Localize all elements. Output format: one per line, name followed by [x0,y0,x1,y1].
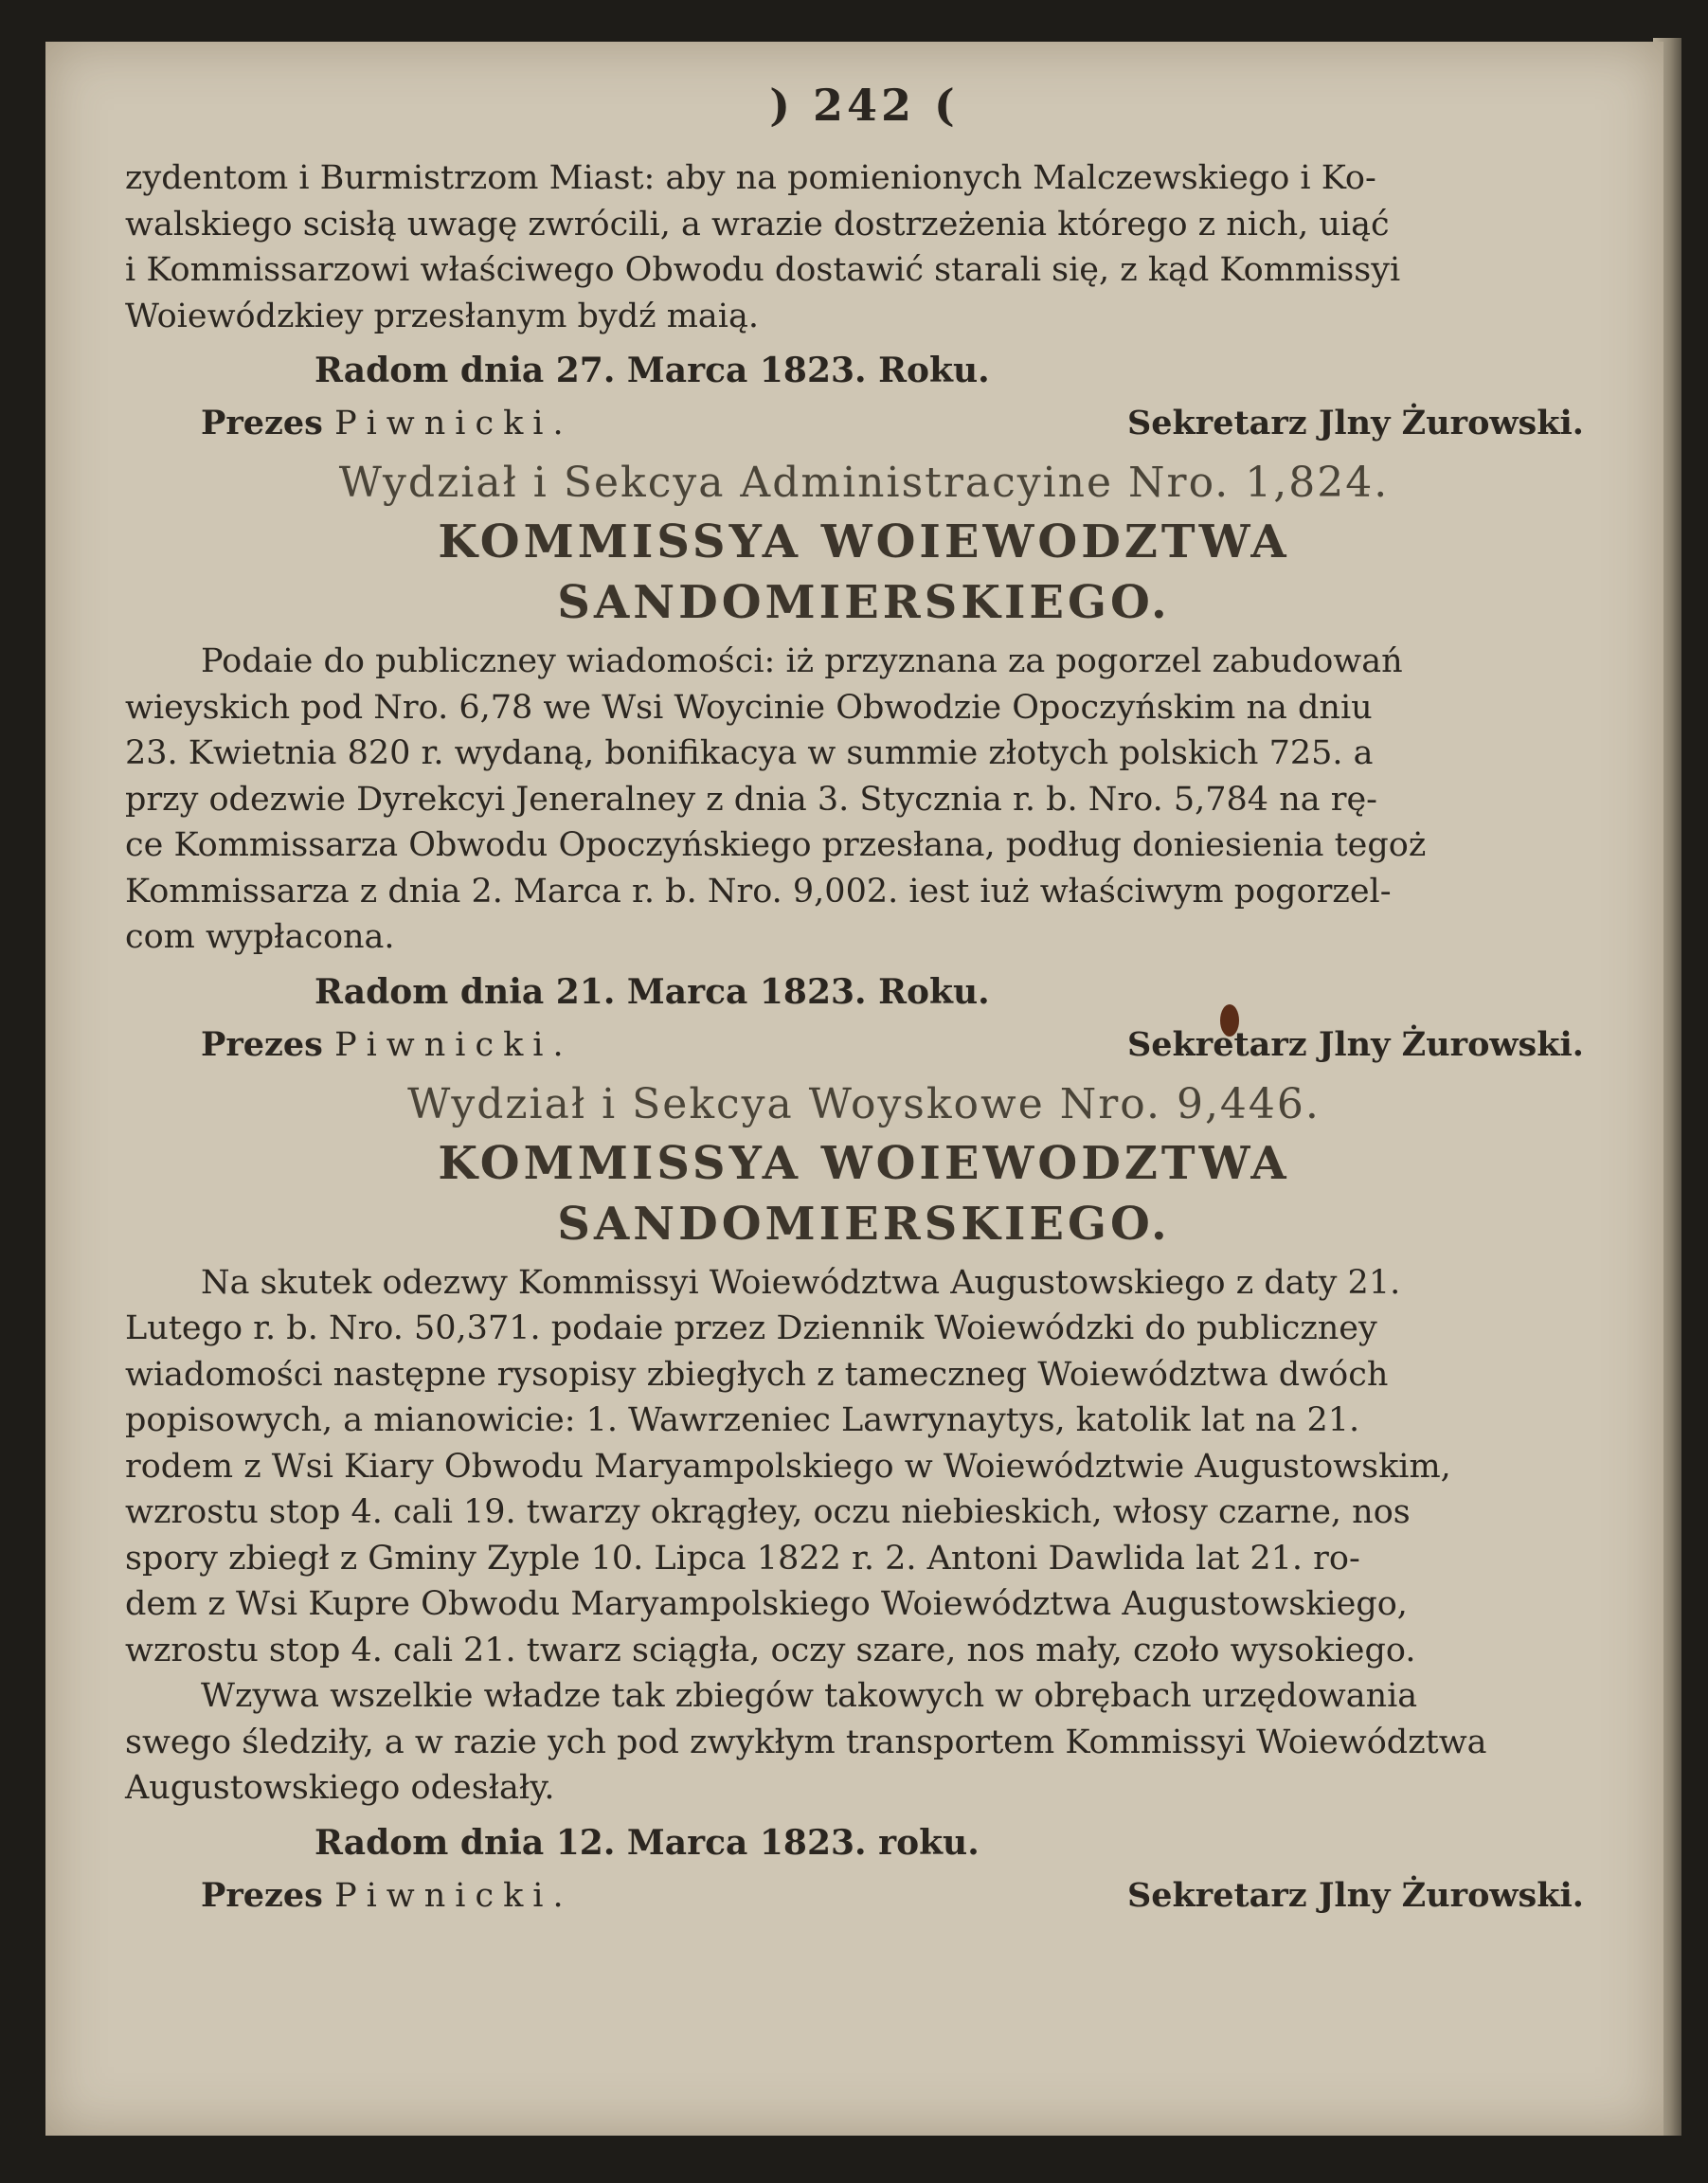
section1-body [125,155,1603,339]
section2-signatures [125,1019,1584,1071]
section1-date: Radom dnia 27. Marca 1823. Roku. [315,351,990,390]
text-line: com wypłacona. [125,918,395,956]
president-name: Piwnicki. [334,1876,573,1915]
text-line: Podaie do publiczney wiadomości: iż przyznana za pogorzel zabudowań [201,642,1403,680]
text-line: spory zbiegł z Gminy Zyple 10. Lipca 1822 r. 2. Antoni Dawlida lat 21. ro- [125,1539,1360,1578]
text-line: dem z Wsi Kupre Obwodu Maryampolskiego Woiewództwa Augustowskiego, [125,1585,1408,1623]
text-line: przy odezwie Dyrekcyi Jeneralney z dnia 3. Stycznia r. b. Nro. 5,784 na rę- [125,780,1378,819]
text-line: wzrostu stop 4. cali 19. twarzy okrągłey, oczu niebieskich, włosy czarne, nos [125,1493,1411,1531]
text-block [125,80,1603,1921]
text-line: Augustowskiego odesłały. [125,1769,555,1807]
section2-department: Wydział i Sekcya Administracyine Nro. 1,824. [338,459,1390,507]
document-page [45,42,1663,2136]
section3-date: Radom dnia 12. Marca 1823. roku. [315,1822,980,1863]
secretary-signature: Sekretarz Jlny Żurowski. [1126,404,1584,442]
text-line: 23. Kwietnia 820 r. wydaną, bonifikacya w summie złotych polskich 725. a [125,734,1374,772]
text-line: ce Kommissarza Obwodu Opoczyńskiego przesłana, podług doniesienia tegoż [125,826,1427,864]
president-signature [201,398,573,449]
text-line: swego śledziły, a w razie ych pod zwykłym transportem Kommissyi Woiewództwa [125,1723,1487,1761]
text-line: zydentom i Burmistrzom Miast: aby na pomienionych Malczewskiego i Ko- [125,159,1376,197]
text-line: wieyskich pod Nro. 6,78 we Wsi Woycinie Obwodzie Opoczyńskim na dniu [125,688,1373,727]
text-line: rodem z Wsi Kiary Obwodu Maryampolskiego w Woiewództwie Augustowskim, [125,1447,1451,1486]
section2-date: Radom dnia 21. Marca 1823. Roku. [315,971,990,1012]
text-line: Kommissarza z dnia 2. Marca r. b. Nro. 9,002. iest iuż właściwym pogorzel- [125,872,1392,911]
text-line: Wzywa wszelkie władze tak zbiegów takowych w obrębach urzędowania [201,1677,1418,1715]
section3-title: KOMMISSYA WOIEWODZTWA SANDOMIERSKIEGO. [438,1136,1290,1251]
text-line: i Kommissarzowi właściwego Obwodu dostawić starali się, z kąd Kommissyi [125,251,1401,289]
section3-signatures [125,1870,1584,1921]
text-line: Lutego r. b. Nro. 50,371. podaie przez Dziennik Woiewódzki do publiczney [125,1309,1377,1347]
text-line: popisowych, a mianowicie: 1. Wawrzeniec Lawrynaytys, katolik lat na 21. [125,1401,1360,1439]
president-name: Piwnicki. [334,1025,573,1064]
text-line: walskiego scisłą uwagę zwrócili, a wrazie dostrzeżenia którego z nich, uiąć [125,205,1390,244]
president-signature [201,1019,573,1071]
president-name: Piwnicki. [334,405,573,442]
president-signature [201,1870,573,1921]
section2-title: KOMMISSYA WOIEWODZTWA SANDOMIERSKIEGO. [438,515,1290,629]
text-line: wiadomości następne rysopisy zbiegłych z tameczneg Woiewództwa dwóch [125,1355,1389,1394]
section1-signatures [125,398,1584,449]
text-line: wzrostu stop 4. cali 21. twarz sciągła, oczy szare, nos mały, czoło wysokiego. [125,1631,1416,1669]
page-number: ) 242 ( [769,80,959,131]
section3-body [125,1260,1603,1812]
secretary-signature: Sekretarz Jlny Żurowski. [1126,1875,1584,1915]
text-line: Woiewódzkiey przesłanym bydź maią. [125,297,759,335]
secretary-signature: Sekretarz Jlny Żurowski. [1126,1024,1584,1064]
section3-department: Wydział i Sekcya Woyskowe Nro. 9,446. [407,1079,1321,1128]
text-line: Na skutek odezwy Kommissyi Woiewództwa Augustowskiego z daty 21. [201,1263,1401,1302]
president-label: Prezes [201,1024,323,1064]
president-label: Prezes [201,1875,323,1915]
section2-body [125,639,1603,961]
president-label: Prezes [201,404,323,442]
